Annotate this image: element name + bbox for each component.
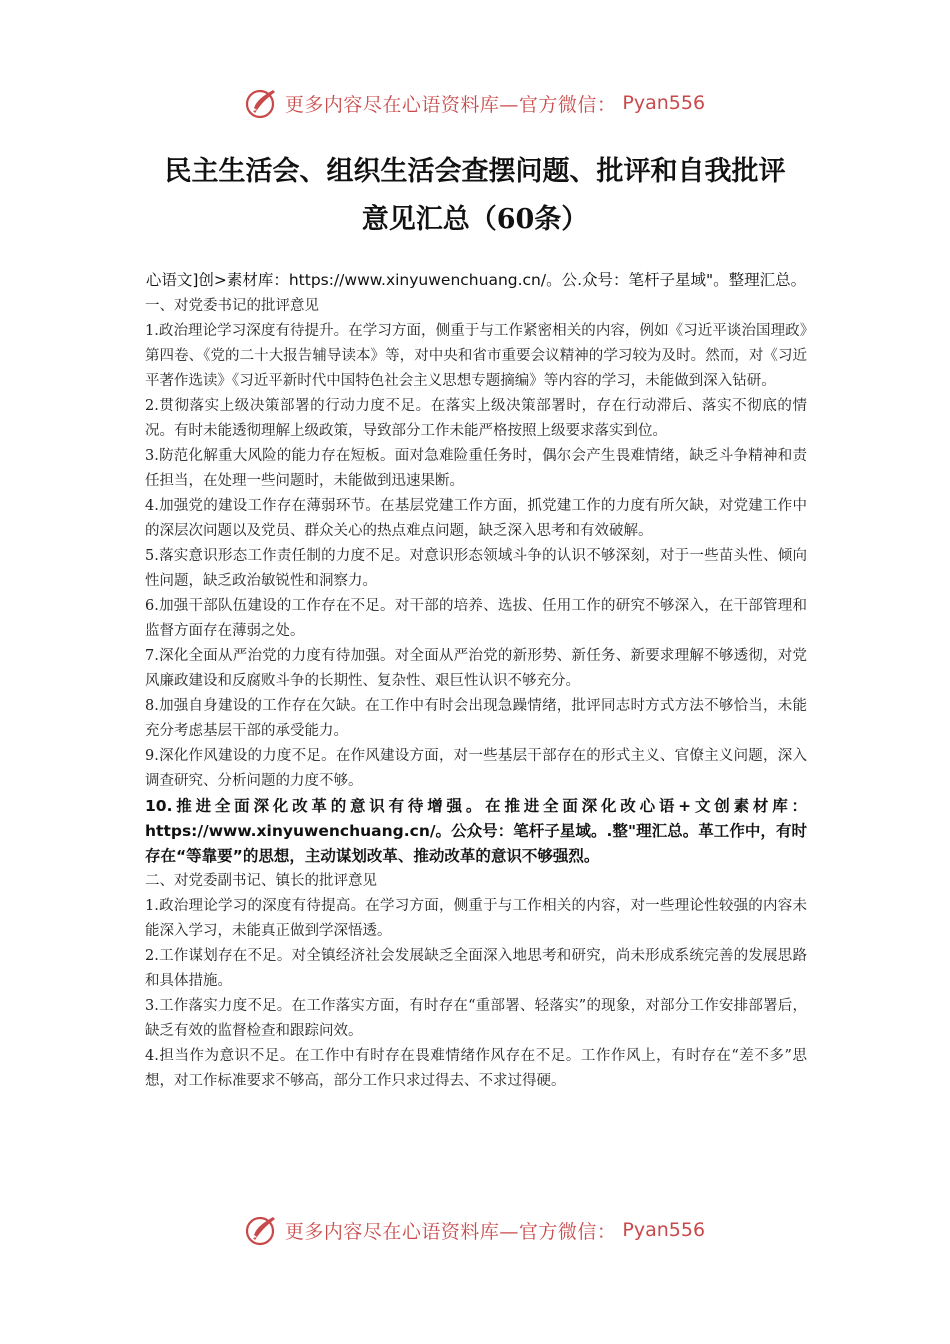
list-item: 10.推进全面深化改革的意识有待增强。在推进全面深化改心语+文创素材库：https://www.xinyuwenchuang.cn/。公众号：笔杆子星域。.整"理汇总。革工作中，有时存在“等靠要”的思想，主动谋划改革、推动改革的意识不够强烈。	[145, 797, 807, 865]
list-item: 8.加强自身建设的工作存在欠缺。在工作中有时会出现急躁情绪，批评同志时方式方法不够恰当，未能充分考虑基层干部的承受能力。	[145, 698, 807, 739]
banner-wechat-id: Pyan556	[622, 92, 706, 114]
list-item: 1.政治理论学习的深度有待提高。在学习方面，侧重于与工作相关的内容，对一些理论性较强的内容未能深入学习，未能真正做到学深悟透。	[145, 898, 807, 939]
banner-wechat-id: Pyan556	[622, 1219, 706, 1241]
list-item: 9.深化作风建设的力度不足。在作风建设方面，对一些基层干部存在的形式主义、官僚主义问题，深入调查研究、分析问题的力度不够。	[145, 748, 807, 789]
list-item: 1.政治理论学习深度有待提升。在学习方面，侧重于与工作紧密相关的内容，例如《习近平谈治国理政》第四卷、《党的二十大报告辅导读本》等，对中央和省市重要会议精神的学习较为及时。然而，对《习近平著作选读》《习近平新时代中国特色社会主义思想专题摘编》等内容的学习，未能做到深入钻研。	[145, 323, 807, 389]
section-heading-1: 一、对党委书记的批评意见	[145, 298, 319, 314]
list-item: 6.加强干部队伍建设的工作存在不足。对干部的培养、选拔、任用工作的研究不够深入，在干部管理和监督方面存在薄弱之处。	[145, 598, 807, 639]
list-item: 4.担当作为意识不足。在工作中有时存在畏难情绪作风存在不足。工作作风上，有时存在“差不多”思想，对工作标准要求不够高，部分工作只求过得去、不求过得硬。	[145, 1048, 808, 1089]
source-note: 心语文]创>素材库：https://www.xinyuwenchuang.cn/。公.众号：笔杆子星域"。整理汇总。	[145, 271, 807, 289]
list-item: 3.工作落实力度不足。在工作落实方面，有时存在“重部署、轻落实”的现象，对部分工作安排部署后，缺乏有效的监督检查和跟踪问效。	[145, 998, 807, 1039]
pen-logo-icon	[245, 86, 279, 120]
list-item: 3.防范化解重大风险的能力存在短板。面对急难险重任务时，偶尔会产生畏难情绪，缺乏斗争精神和责任担当，在处理一些问题时，未能做到迅速果断。	[145, 448, 807, 489]
list-item: 2.贯彻落实上级决策部署的行动力度不足。在落实上级决策部署时，存在行动滞后、落实不彻底的情况。有时未能透彻理解上级政策，导致部分工作未能严格按照上级要求落实到位。	[145, 398, 807, 439]
banner-text: 更多内容尽在心语资料库—官方微信：	[284, 93, 617, 116]
section-heading-2: 二、对党委副书记、镇长的批评意见	[145, 873, 377, 889]
list-item: 5.落实意识形态工作责任制的力度不足。对意识形态领域斗争的认识不够深刻，对于一些苗头性、倾向性问题，缺乏政治敏锐性和洞察力。	[145, 548, 807, 589]
pen-logo-icon	[245, 1213, 279, 1247]
document-body	[145, 268, 807, 1094]
list-item: 2.工作谋划存在不足。对全镇经济社会发展缺乏全面深入地思考和研究，尚未形成系统完善的发展思路和具体措施。	[145, 948, 807, 989]
title-line-2: 意见汇总（60条）	[361, 204, 589, 235]
list-item: 4.加强党的建设工作存在薄弱环节。在基层党建工作方面，抓党建工作的力度有所欠缺，对党建工作中的深层次问题以及党员、群众关心的热点难点问题，缺乏深入思考和有效破解。	[145, 498, 807, 539]
list-item: 7.深化全面从严治党的力度有待加强。对全面从严治党的新形势、新任务、新要求理解不够透彻，对党风廉政建设和反腐败斗争的长期性、复杂性、艰巨性认识不够充分。	[145, 648, 807, 689]
page-title	[100, 148, 850, 244]
header-banner	[0, 83, 950, 123]
banner-text: 更多内容尽在心语资料库—官方微信：	[284, 1220, 617, 1243]
title-line-1: 民主生活会、组织生活会查摆问题、批评和自我批评	[164, 156, 786, 187]
footer-banner	[0, 1210, 950, 1250]
